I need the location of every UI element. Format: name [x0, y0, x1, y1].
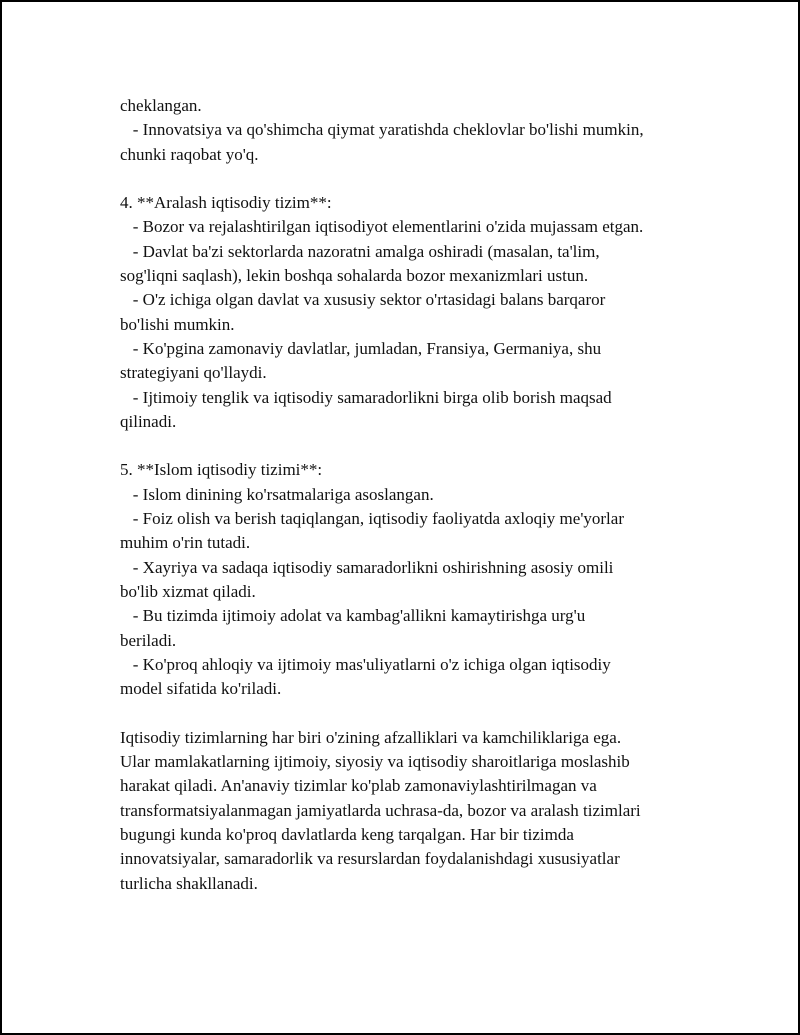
text-line: sog'liqni saqlash), lekin boshqa sohalarda bozor mexanizmlari ustun. — [120, 266, 589, 286]
text-line: - Ko'proq ahloqiy va ijtimoiy mas'uliyatlarni o'z ichiga olgan iqtisodiy — [120, 654, 611, 674]
text-line: - Innovatsiya va qo'shimcha qiymat yaratishda cheklovlar bo'lishi mumkin, — [120, 120, 644, 140]
text-line: - Islom dinining ko'rsatmalariga asoslangan. — [120, 484, 434, 504]
text-line: bo'lishi mumkin. — [120, 314, 235, 334]
text-line: 5. **Islom iqtisodiy tizimi**: — [120, 460, 323, 480]
text-line: - Foiz olish va berish taqiqlangan, iqtisodiy faoliyatda axloqiy me'yorlar — [120, 509, 624, 529]
text-line: chunki raqobat yo'q. — [120, 144, 259, 164]
blank-line — [120, 701, 720, 725]
text-line: harakat qiladi. An'anaviy tizimlar ko'plab zamonaviylashtirilmagan va — [120, 776, 597, 796]
text-line: Ular mamlakatlarning ijtimoiy, siyosiy va iqtisodiy sharoitlariga moslashib — [120, 752, 630, 772]
text-line: - Ijtimoiy tenglik va iqtisodiy samaradorlikni birga olib borish maqsad — [120, 387, 612, 407]
text-line: innovatsiyalar, samaradorlik va resurslardan foydalanishdagi xususiyatlar — [120, 849, 620, 869]
document-body — [120, 94, 720, 896]
text-line: turlicha shakllanadi. — [120, 873, 258, 893]
text-line: strategiyani qo'llaydi. — [120, 363, 267, 383]
text-line: - Xayriya va sadaqa iqtisodiy samaradorlikni oshirishning asosiy omili — [120, 557, 614, 577]
text-line: qilinadi. — [120, 411, 177, 431]
blank-line — [120, 167, 720, 191]
text-line: Iqtisodiy tizimlarning har biri o'zining afzalliklari va kamchiliklariga ega. — [120, 727, 622, 747]
text-line: - O'z ichiga olgan davlat va xususiy sektor o'rtasidagi balans barqaror — [120, 290, 606, 310]
text-line: - Ko'pgina zamonaviy davlatlar, jumladan, Fransiya, Germaniya, shu — [120, 338, 602, 358]
text-line: bugungi kunda ko'proq davlatlarda keng tarqalgan. Har bir tizimda — [120, 824, 574, 844]
text-line: - Davlat ba'zi sektorlarda nazoratni amalga oshiradi (masalan, ta'lim, — [120, 241, 600, 261]
text-line: - Bozor va rejalashtirilgan iqtisodiyot elementlarini o'zida mujassam etgan. — [120, 217, 644, 237]
text-line: 4. **Aralash iqtisodiy tizim**: — [120, 193, 332, 213]
text-line: muhim o'rin tutadi. — [120, 533, 251, 553]
text-line: model sifatida ko'riladi. — [120, 679, 282, 699]
text-line: bo'lib xizmat qiladi. — [120, 581, 256, 601]
blank-line — [120, 434, 720, 458]
text-line: transformatsiyalanmagan jamiyatlarda uchrasa-da, bozor va aralash tizimlari — [120, 800, 641, 820]
text-line: cheklangan. — [120, 96, 202, 115]
text-line: beriladi. — [120, 630, 177, 650]
text-line: - Bu tizimda ijtimoiy adolat va kambag'allikni kamaytirishga urg'u — [120, 606, 586, 626]
